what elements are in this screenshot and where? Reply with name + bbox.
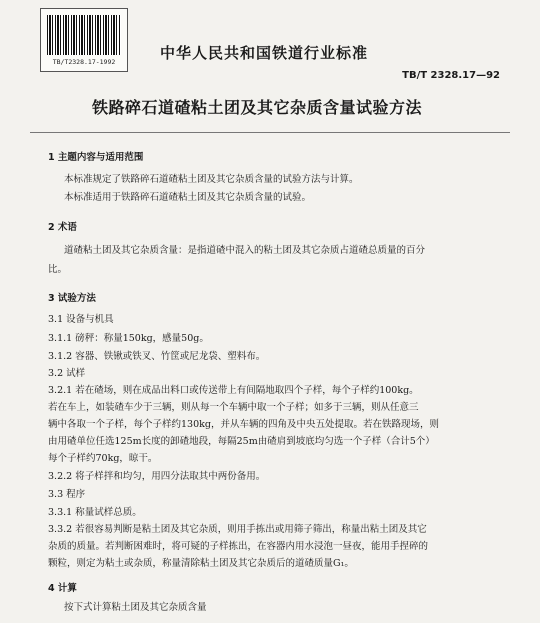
paragraph-line: 本标准适用于铁路碎石道碴粘土团及其它杂质含量的试验。 (64, 192, 312, 203)
section-heading: 1 主题内容与适用范围 (48, 152, 144, 163)
paragraph-line: 本标准规定了铁路碎石道碴粘土团及其它杂质含量的试验方法与计算。 (64, 174, 359, 185)
clause-line: 3.3.1 称量试样总质。 (48, 507, 142, 518)
clause-line: 辆中各取一个子样，每个子样约130kg，并从车辆的四角及中央五处提取。若在铁路现场，则 (48, 419, 439, 430)
clause-line: 3.1 设备与机具 (48, 314, 114, 325)
clause-line: 3.2.2 将子样拌和均匀，用四分法取其中两份备用。 (48, 471, 266, 482)
clause-line: 3.2.1 若在碴场，则在成品出料口或传送带上有间隔地取四个子样，每个子样约100kg。 (48, 385, 419, 396)
clause-line: 由用碴单位任选125m长度的卸碴地段，每隔25m由碴肩到坡底均匀选一个子样（合计5个） (48, 436, 435, 447)
section-heading: 4 计算 (48, 583, 77, 594)
section-heading: 3 试验方法 (48, 293, 96, 304)
clause-line: 每个子样约70kg，晾干。 (48, 453, 158, 464)
paragraph-line: 按下式计算粘土团及其它杂质含量 (64, 602, 207, 613)
barcode-text: TB/T2328.17-1992 (52, 58, 116, 66)
clause-line: 若在车上，如装碴车少于三辆，则从每一个车辆中取一个子样；如多于三辆，则从任意三 (48, 402, 419, 413)
clause-line: 3.3 程序 (48, 489, 86, 500)
document-title: 铁路碎石道碴粘土团及其它杂质含量试验方法 (92, 98, 423, 117)
clause-line: 颗粒，则定为粘土或杂质，称量清除粘土团及其它杂质后的道碴质量G₁。 (48, 558, 354, 569)
paragraph-line: 比。 (48, 264, 68, 275)
clause-line: 杂质的质量。若判断困难时，将可疑的子样拣出，在容器内用水浸泡一昼夜，能用手捏碎的 (48, 541, 429, 552)
standard-number: TB/T 2328.17—92 (402, 70, 500, 81)
standard-organization: 中华人民共和国铁道行业标准 (160, 44, 369, 62)
section-heading: 2 术语 (48, 222, 77, 233)
clause-line: 3.1.2 容器、铁锹或铁叉、竹筐或尼龙袋、塑料布。 (48, 351, 266, 362)
clause-line: 3.3.2 若很容易判断是粘土团及其它杂质，则用手拣出或用筛子筛出，称量出粘土团及其它 (48, 524, 427, 535)
paragraph-line: 道碴粘土团及其它杂质含量：是指道碴中混入的粘土团及其它杂质占道碴总质量的百分 (64, 245, 426, 256)
clause-line: 3.2 试样 (48, 368, 86, 379)
clause-line: 3.1.1 磅秤：称量150kg，感量50g。 (48, 333, 209, 344)
